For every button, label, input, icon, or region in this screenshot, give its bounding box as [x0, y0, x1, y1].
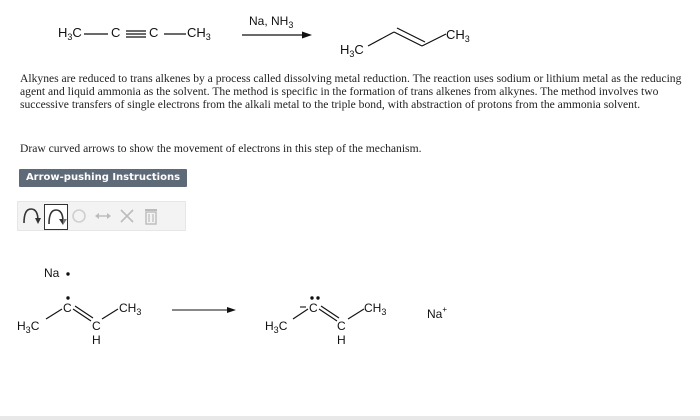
delete-icon: [116, 204, 138, 228]
reagent-label: [249, 14, 293, 30]
delete-tool[interactable]: [116, 204, 138, 228]
clear-tool[interactable]: [140, 204, 162, 228]
lone-pair-electron-1: [310, 296, 313, 299]
reactant-carbon-1: C: [111, 25, 121, 40]
bottom-divider: [0, 416, 700, 420]
instruction-text: Draw curved arrows to show the movement of electrons in this step of the mechanism.: [20, 142, 422, 155]
left-h3c[interactable]: [17, 319, 39, 335]
double-curved-arrow-tool[interactable]: [44, 204, 68, 230]
left-ch3-subscript: 3: [136, 307, 142, 317]
right-bond-h3c: [293, 309, 308, 319]
sodium-radical-symbol: Na: [44, 266, 60, 280]
drawing-toolbar: [17, 201, 186, 231]
product-h-subscript: 3: [349, 49, 355, 59]
sodium-cation-symbol: Na: [427, 307, 443, 321]
electron-icon: [68, 204, 90, 228]
reactant-methyl-right: [187, 25, 211, 42]
right-h3c[interactable]: [265, 319, 287, 335]
left-h3c-subscript: 3: [25, 325, 31, 335]
left-bond-ch3: [102, 309, 118, 319]
sodium-radical-electron: [64, 268, 72, 278]
sodium-cation[interactable]: [427, 305, 447, 321]
single-curved-arrow-icon: [20, 204, 42, 228]
reagent-subscript: 3: [288, 20, 294, 30]
left-h3c-h: H: [17, 319, 26, 333]
left-h3c-c: C: [30, 319, 40, 333]
product-bonds: [366, 26, 456, 52]
left-hydrogen[interactable]: H: [92, 333, 101, 347]
reactant-alkyne: [58, 25, 82, 42]
reactant-h-subscript: 3: [67, 32, 73, 42]
product-ch: CH: [446, 27, 465, 42]
trash-icon: [140, 204, 162, 228]
right-species-bonds: [287, 294, 377, 334]
product-h: H: [340, 42, 350, 57]
left-species-bonds: [40, 294, 130, 334]
right-h3c-c: C: [278, 319, 288, 333]
mechanism-arrow: [172, 305, 238, 315]
right-carbon-bottom[interactable]: C: [337, 319, 346, 333]
product-bond-left: [368, 32, 394, 46]
reactant-h: H: [58, 25, 68, 40]
reagent-text: Na, NH: [249, 14, 289, 28]
right-h3c-subscript: 3: [273, 325, 279, 335]
right-bond-ch3: [348, 309, 364, 319]
product-c-left: C: [354, 42, 364, 57]
electron-tool[interactable]: [68, 204, 90, 228]
resonance-arrow-icon: [92, 204, 114, 228]
single-curved-arrow-tool[interactable]: [20, 204, 42, 228]
product-h3c: [340, 42, 364, 59]
reactant-bonds: [82, 26, 202, 42]
right-h3c-h: H: [265, 319, 274, 333]
reaction-arrow-top: [242, 30, 314, 40]
resonance-arrow-tool[interactable]: [92, 204, 114, 228]
left-carbon-bottom[interactable]: C: [92, 319, 101, 333]
double-curved-arrow-icon: [45, 205, 67, 229]
reactant-c-methyl-left: C: [72, 25, 82, 40]
lone-pair-electron-2: [316, 296, 319, 299]
sodium-cation-charge: +: [442, 305, 448, 314]
left-radical-electron: [66, 296, 69, 299]
left-bond-h3c: [46, 309, 62, 319]
reactant-carbon-2: C: [149, 25, 159, 40]
right-hydrogen[interactable]: H: [337, 333, 346, 347]
left-carbon-top[interactable]: C: [63, 301, 72, 315]
product-ch3: [446, 27, 470, 44]
right-carbon-top[interactable]: C: [309, 301, 318, 315]
left-ch3-ch: CH: [119, 301, 137, 315]
arrow-pushing-instructions-button[interactable]: Arrow-pushing Instructions: [19, 169, 187, 187]
product-bond-right: [422, 34, 446, 46]
right-ch3-ch: CH: [364, 301, 382, 315]
reactant-ch: CH: [187, 25, 206, 40]
right-ch3-subscript: 3: [381, 307, 387, 317]
product-ch-subscript: 3: [464, 34, 470, 44]
sodium-radical[interactable]: [44, 266, 59, 280]
reactant-ch-subscript: 3: [205, 32, 211, 42]
description-paragraph: Alkynes are reduced to trans alkenes by a process called dissolving metal reduction. The reaction uses sodium or lithium metal as the reducing agent and liquid ammonia as the solvent. The method is specific in the formation of trans alkenes from alkynes. The method involves two successive transfers of single electrons from the alkali metal to the triple bond, with abstraction of protons from the ammonia solvent.: [20, 72, 682, 111]
